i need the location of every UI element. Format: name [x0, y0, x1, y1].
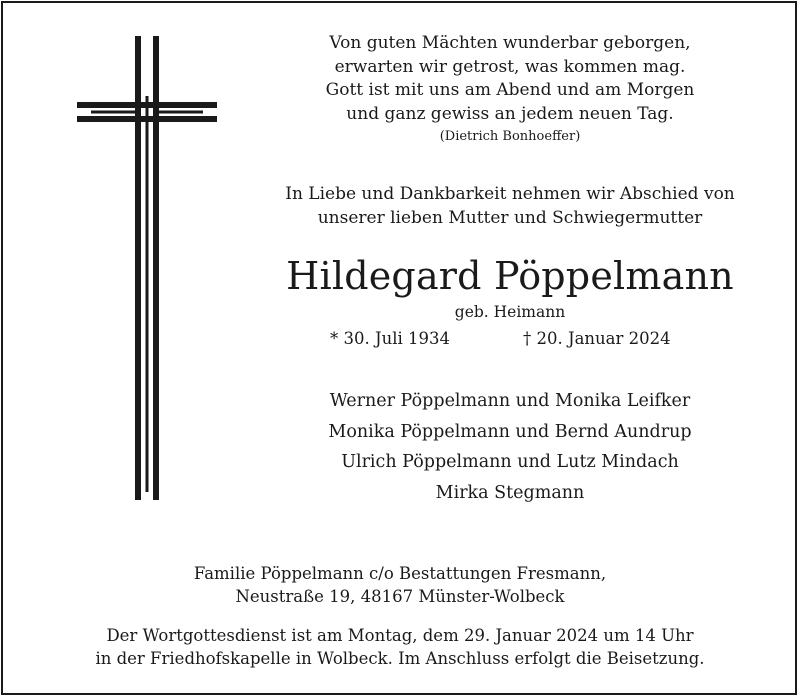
poem	[258, 32, 762, 126]
latin-cross-icon	[77, 36, 217, 500]
poem-author: (Dietrich Bonhoeffer)	[439, 129, 581, 144]
contact-address	[130, 562, 670, 608]
mourner-name: Mirka Stegmann	[435, 482, 585, 503]
mourner-name: Monika Pöppelmann und Bernd Aundrup	[328, 421, 692, 442]
address-line: Neustraße 19, 48167 Münster-Wolbeck	[235, 587, 565, 606]
maiden-name: geb. Heimann	[454, 303, 566, 321]
birth-date: * 30. Juli 1934	[330, 329, 451, 348]
service-notice	[40, 624, 760, 670]
poem-line: Von guten Mächten wunderbar geborgen,	[329, 33, 691, 53]
service-line: Der Wortgottesdienst ist am Montag, dem 29. Januar 2024 um 14 Uhr	[106, 626, 694, 645]
mourners-list	[258, 386, 762, 508]
life-dates	[258, 328, 762, 350]
intro-text	[258, 182, 762, 230]
address-line: Familie Pöppelmann c/o Bestattungen Fresmann,	[193, 564, 607, 583]
mourner-name: Ulrich Pöppelmann und Lutz Mindach	[341, 452, 679, 472]
poem-line: und ganz gewiss an jedem neuen Tag.	[346, 103, 674, 124]
poem-line: Gott ist mit uns am Abend und am Morgen	[325, 80, 695, 100]
deceased-name: Hildegard Pöppelmann	[286, 254, 734, 298]
intro-line: In Liebe und Dankbarkeit nehmen wir Abschied von	[285, 184, 735, 204]
service-line: in der Friedhofskapelle in Wolbeck. Im Anschluss erfolgt die Beisetzung.	[95, 649, 705, 668]
intro-line: unserer lieben Mutter und Schwiegermutter	[317, 208, 703, 228]
death-date: † 20. Januar 2024	[523, 329, 671, 348]
poem-line: erwarten wir getrost, was kommen mag.	[334, 56, 686, 77]
mourner-name: Werner Pöppelmann und Monika Leifker	[329, 391, 691, 411]
